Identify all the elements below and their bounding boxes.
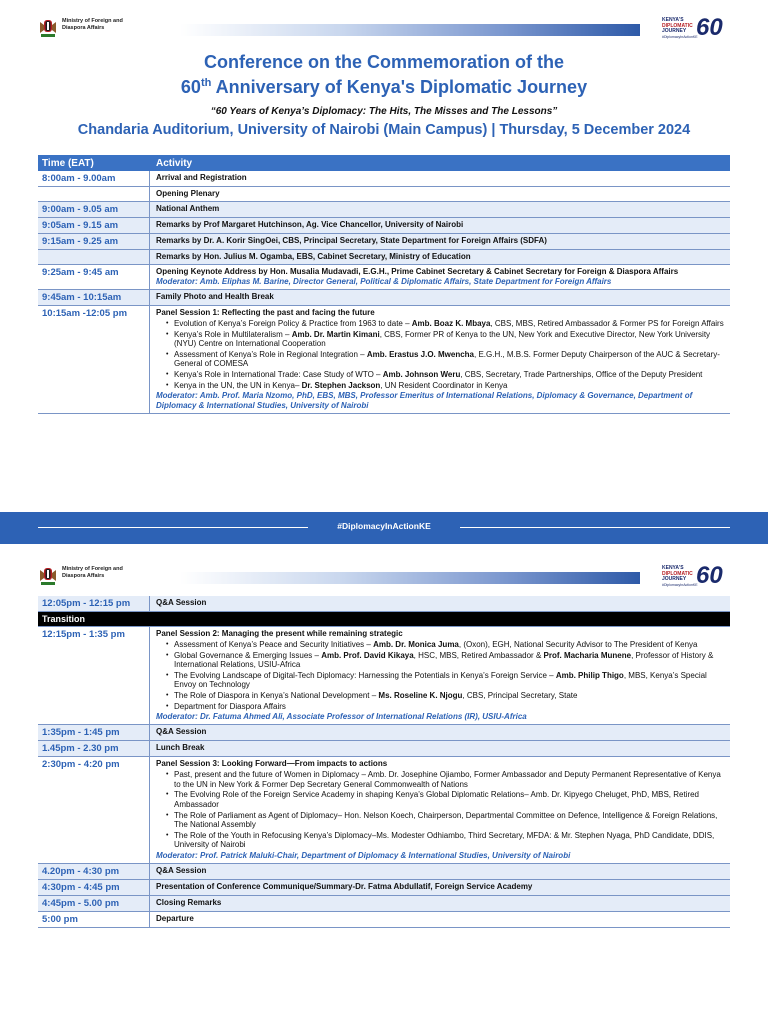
speaker-title: , UN Resident Coordinator in Kenya bbox=[380, 380, 508, 390]
row-activity: Lunch Break bbox=[156, 743, 205, 753]
title-rest: Anniversary of Kenya's Diplomatic Journey bbox=[211, 77, 588, 97]
topic-text: Assessment of Kenya’s Peace and Security Initiatives – bbox=[174, 640, 374, 649]
speaker-name: Dr. Stephen Jackson bbox=[301, 380, 381, 390]
row-time: 5:00 pm bbox=[38, 912, 150, 927]
logo-number: 60 bbox=[696, 562, 723, 589]
row-activity: Presentation of Conference Communique/Summary-Dr. Fatma Abdullatif, Foreign Service Academy bbox=[156, 881, 533, 891]
row-time: 1:35pm - 1:45 pm bbox=[38, 725, 150, 740]
table-row bbox=[38, 171, 730, 187]
row-activity: Opening Plenary bbox=[156, 189, 220, 198]
row-time bbox=[38, 250, 150, 264]
diplomatic-journey-logo bbox=[662, 12, 732, 46]
keynote-text: Opening Keynote Address by Hon. Musalia Mudavadi, E.G.H., Prime Cabinet Secretary & Cabinet Secretary for Foreign & Diaspora Affairs bbox=[156, 267, 679, 276]
row-activity: Closing Remarks bbox=[156, 897, 222, 907]
transition-row bbox=[38, 612, 730, 627]
ministry-line-2: Diaspora Affairs bbox=[62, 24, 105, 31]
table-row bbox=[38, 265, 730, 290]
list-item bbox=[166, 370, 724, 380]
row-time: 8:00am - 9.00am bbox=[38, 171, 150, 186]
speaker-title: , CBS, Secretary, Trade Partnerships, Office of the Deputy President bbox=[460, 369, 703, 379]
table-row bbox=[38, 250, 730, 265]
speaker-name: Amb. Boaz K. Mbaya bbox=[411, 319, 491, 328]
speaker-title: , MBS, Kenya’s Special Envoy on Technology bbox=[174, 670, 707, 690]
speaker-name: Amb. Dr. Martin Kimani bbox=[291, 329, 380, 339]
list-item: • The Role of Parliament as Agent of Diplomacy– Hon. Nelson Koech, Chairperson, Departmental Committee on Defence, Intelligence & Foreign Relations, The National Assembly bbox=[166, 811, 724, 830]
logo-line-3: JOURNEY bbox=[662, 28, 687, 34]
list-item: • The Role of the Youth in Refocusing Kenya’s Diplomacy–Ms. Modester Odhiambo, Third Secretary, MFDA: & Mr. Stephen Nyaga, PhD Candidate, DDIS, University of Nairobi bbox=[166, 831, 724, 850]
speaker-name: Amb. Johnson Weru bbox=[382, 369, 461, 379]
topic-text: Kenya’s Role in Multilateralism – bbox=[174, 329, 292, 339]
row-time: 9:15am - 9.25 am bbox=[38, 234, 150, 249]
moderator-text: Moderator: Amb. Eliphas M. Barine, Director General, Political & Diplomatic Affairs, State Department for Foreign Affairs bbox=[156, 277, 612, 286]
row-time bbox=[38, 187, 150, 201]
list-item: • The Evolving Role of the Foreign Service Academy in shaping Kenya’s Global Diplomatic Relations– Amb. Dr. Kipyego Cheluget, PhD, MBS, Retired Ambassador bbox=[166, 790, 724, 809]
panel-session-2-row bbox=[38, 627, 730, 725]
row-activity: Family Photo and Health Break bbox=[156, 292, 274, 301]
panel-session-1-row bbox=[38, 306, 730, 414]
row-activity bbox=[150, 265, 730, 289]
panel-topics bbox=[166, 640, 724, 711]
row-time: 12:15pm - 1:35 pm bbox=[38, 627, 150, 724]
table-header bbox=[38, 155, 730, 171]
topic-text: Department for Diaspora Affairs bbox=[174, 701, 286, 711]
conference-theme: “60 Years of Kenya’s Diplomacy: The Hits, The Misses and The Lessons” bbox=[210, 106, 558, 117]
list-item bbox=[166, 330, 724, 349]
page-title-line-1: Conference on the Commemoration of the bbox=[203, 52, 565, 72]
header-gradient-band bbox=[180, 24, 640, 36]
hashtag-divider bbox=[0, 512, 768, 544]
list-item bbox=[166, 319, 724, 329]
moderator-text: Moderator: Prof. Patrick Maluki-Chair, Department of Diplomacy & International Studies, University of Nairobi bbox=[156, 850, 571, 860]
table-row bbox=[38, 864, 730, 880]
list-item bbox=[166, 651, 724, 670]
panel-topics bbox=[166, 319, 724, 390]
logo-line-1: KENYA'S bbox=[662, 565, 684, 571]
row-time: 10:15am -12:05 pm bbox=[38, 306, 150, 413]
row-activity: Q&A Session bbox=[156, 727, 207, 737]
topic-text: Assessment of Kenya’s Role in Regional Integration – bbox=[174, 349, 367, 359]
ministry-line-1: Ministry of Foreign and bbox=[62, 18, 123, 24]
page-title-line-2 bbox=[0, 76, 768, 99]
speaker-title: , CBS, Former PR of Kenya to the UN, New York and Executive Director, New York University (NYU) Centre on International Cooperation bbox=[174, 329, 711, 349]
page-header bbox=[0, 548, 768, 588]
row-activity: Arrival and Registration bbox=[156, 173, 247, 182]
table-row bbox=[38, 290, 730, 306]
page-header bbox=[0, 0, 768, 40]
speaker-name: Amb. Erastus J.O. Mwencha bbox=[366, 349, 474, 359]
row-activity: Departure bbox=[156, 913, 194, 923]
speaker-title: , Professor of History & International Relations, USIU-Africa bbox=[174, 650, 714, 670]
table-row bbox=[38, 596, 730, 612]
table-row bbox=[38, 741, 730, 757]
table-row bbox=[38, 880, 730, 896]
venue-date: Chandaria Auditorium, University of Nairobi (Main Campus) | Thursday, 5 December 2024 bbox=[77, 122, 691, 138]
list-item bbox=[166, 381, 724, 391]
topic-text: Kenya’s Role in International Trade: Case Study of WTO – bbox=[174, 369, 383, 379]
title-superscript: th bbox=[200, 77, 212, 89]
divider-line-right bbox=[460, 527, 730, 528]
panel-session-3-row bbox=[38, 757, 730, 864]
topic-text: The Role of Diaspora in Kenya’s National Development – bbox=[174, 690, 379, 700]
row-activity: Remarks by Prof Margaret Hutchinson, Ag. Vice Chancellor, University of Nairobi bbox=[156, 220, 464, 229]
list-item bbox=[166, 671, 724, 690]
diplomatic-journey-logo bbox=[662, 560, 732, 594]
table-row bbox=[38, 202, 730, 218]
topic-text: The Evolving Landscape of Digital-Tech Diplomacy: Harnessing the Potentials in Kenya’s Foreign Service – bbox=[174, 670, 556, 680]
kenya-coat-of-arms-icon bbox=[38, 564, 58, 586]
panel-title: Panel Session 3: Looking Forward—From impacts to actions bbox=[156, 759, 388, 769]
row-activity bbox=[150, 306, 730, 413]
row-time: 1.45pm - 2.30 pm bbox=[38, 741, 150, 756]
row-time: 12:05pm - 12:15 pm bbox=[38, 596, 150, 611]
row-time: 2:30pm - 4:20 pm bbox=[38, 757, 150, 863]
logo-line-4: #DiplomacyInActionKE bbox=[662, 582, 698, 587]
topic-text: Global Governance & Emerging Issues – bbox=[174, 650, 322, 660]
table-row bbox=[38, 896, 730, 912]
table-row bbox=[38, 218, 730, 234]
activity-column-header: Activity bbox=[156, 157, 193, 169]
logo-line-4: #DiplomacyInActionKE bbox=[662, 34, 698, 39]
ministry-name bbox=[62, 566, 142, 579]
logo-number: 60 bbox=[696, 14, 723, 41]
ministry-line-1: Ministry of Foreign and bbox=[62, 566, 123, 572]
logo-line-2: DIPLOMATIC bbox=[662, 22, 693, 29]
speaker-title: , HSC, MBS, Retired Ambassador & bbox=[413, 650, 544, 660]
row-activity bbox=[150, 757, 730, 863]
row-activity: National Anthem bbox=[156, 204, 220, 213]
logo-text bbox=[662, 18, 698, 40]
panel-title: Panel Session 2: Managing the present while remaining strategic bbox=[156, 629, 403, 638]
logo-line-2: DIPLOMATIC bbox=[662, 570, 693, 577]
logo-text bbox=[662, 566, 698, 588]
list-item bbox=[166, 640, 724, 650]
row-activity: Remarks by Hon. Julius M. Ogamba, EBS, Cabinet Secretary, Ministry of Education bbox=[156, 252, 471, 261]
row-activity: Q&A Session bbox=[156, 865, 207, 875]
kenya-coat-of-arms-icon bbox=[38, 16, 58, 38]
time-column-header: Time (EAT) bbox=[42, 157, 94, 169]
row-time: 4:45pm - 5.00 pm bbox=[38, 896, 150, 911]
panel-title: Panel Session 1: Reflecting the past and facing the future bbox=[156, 308, 375, 317]
hashtag-text: #DiplomacyInActionKE bbox=[337, 521, 431, 531]
row-time: 9:25am - 9:45 am bbox=[38, 265, 150, 289]
list-item bbox=[166, 702, 724, 712]
speaker-name: Amb. Philip Thigo bbox=[555, 670, 624, 680]
agenda-table-2 bbox=[38, 596, 730, 928]
row-activity: Remarks by Dr. A. Korir SingOei, CBS, Principal Secretary, State Department for Foreign Affairs (SDFA) bbox=[156, 236, 547, 245]
logo-line-3: JOURNEY bbox=[662, 576, 687, 582]
speaker-title: , CBS, Principal Secretary, State bbox=[462, 690, 578, 700]
speaker-title: , E.G.H., M.B.S. Former Deputy Chairperson of the AUC & Secretary-General of COMESA bbox=[174, 349, 720, 369]
table-row bbox=[38, 912, 730, 928]
list-item bbox=[166, 691, 724, 701]
ministry-name bbox=[62, 18, 142, 31]
speaker-name: Ms. Roseline K. Njogu bbox=[378, 690, 463, 700]
moderator-text: Moderator: Dr. Fatuma Ahmed Ali, Associate Professor of International Relations (IR), USIU-Africa bbox=[156, 712, 527, 722]
header-gradient-band bbox=[180, 572, 640, 584]
speaker-name: Prof. Macharia Munene bbox=[543, 650, 632, 660]
agenda-page-1 bbox=[0, 0, 768, 510]
topic-text: Kenya in the UN, the UN in Kenya– bbox=[174, 380, 302, 390]
logo-line-1: KENYA'S bbox=[662, 17, 684, 23]
agenda-page-2 bbox=[0, 548, 768, 1024]
table-row bbox=[38, 725, 730, 741]
moderator-text: Moderator: Amb. Prof. Maria Nzomo, PhD, EBS, MBS, Professor Emeritus of International Relations, Diplomacy & Governance, Department of Diplomacy & International Studies, University of Nairobi bbox=[156, 391, 693, 411]
transition-label: Transition bbox=[42, 614, 86, 624]
row-activity: Q&A Session bbox=[156, 598, 207, 607]
agenda-table-1 bbox=[38, 155, 730, 414]
ministry-line-2: Diaspora Affairs bbox=[62, 572, 105, 579]
panel-topics bbox=[166, 770, 724, 850]
table-row bbox=[38, 234, 730, 250]
row-time: 4.20pm - 4:30 pm bbox=[38, 864, 150, 879]
list-item: • Past, present and the future of Women in Diplomacy – Amb. Dr. Josephine Ojiambo, Former Ambassador and Deputy Permanent Representative of Kenya to the UN in New York & Former Dep Secretary General Commonwealth of Nations bbox=[166, 770, 724, 789]
speaker-title: , CBS, MBS, Retired Ambassador & Former PS for Foreign Affairs bbox=[490, 319, 724, 328]
table-row bbox=[38, 187, 730, 202]
title-number: 60 bbox=[180, 77, 201, 97]
row-activity bbox=[150, 627, 730, 724]
list-item bbox=[166, 350, 724, 369]
row-time: 9:00am - 9.05 am bbox=[38, 202, 150, 217]
row-time: 9:45am - 10:15am bbox=[38, 290, 150, 305]
speaker-title: , (Oxon), EGH, National Security Advisor to The President of Kenya bbox=[458, 640, 698, 649]
row-time: 9:05am - 9.15 am bbox=[38, 218, 150, 233]
speaker-name: Amb. Prof. David Kikaya bbox=[321, 650, 414, 660]
topic-text: Evolution of Kenya’s Foreign Policy & Practice from 1963 to date – bbox=[174, 319, 412, 328]
row-time: 4:30pm - 4:45 pm bbox=[38, 880, 150, 895]
speaker-name: Amb. Dr. Monica Juma bbox=[373, 640, 459, 649]
